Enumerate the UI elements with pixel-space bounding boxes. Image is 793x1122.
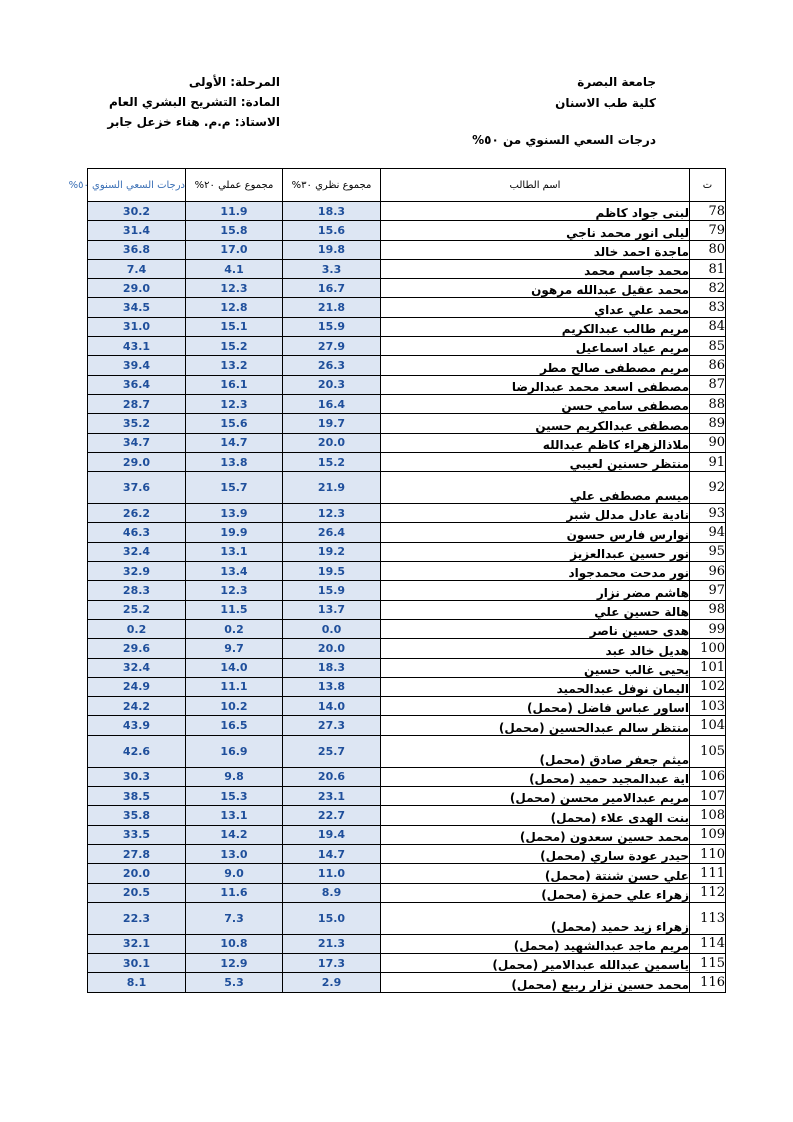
table-row bbox=[88, 787, 726, 806]
row-number: 116 bbox=[690, 973, 726, 992]
row-number: 97 bbox=[690, 581, 726, 600]
final-score: 22.3 bbox=[88, 902, 186, 934]
theory-score: 19.8 bbox=[283, 240, 381, 259]
theory-score: 19.4 bbox=[283, 825, 381, 844]
student-name: نوارس فارس حسون bbox=[381, 523, 690, 542]
student-name: محمد علي عداي bbox=[381, 298, 690, 317]
final-score: 43.9 bbox=[88, 716, 186, 735]
final-score: 35.8 bbox=[88, 806, 186, 825]
final-score: 24.9 bbox=[88, 677, 186, 696]
column-header-name: اسم الطالب bbox=[381, 169, 690, 202]
theory-score: 15.2 bbox=[283, 452, 381, 471]
row-number: 100 bbox=[690, 639, 726, 658]
theory-score: 19.7 bbox=[283, 414, 381, 433]
table-row bbox=[88, 600, 726, 619]
practical-score: 10.8 bbox=[186, 934, 283, 953]
theory-score: 2.9 bbox=[283, 973, 381, 992]
final-score: 29.6 bbox=[88, 639, 186, 658]
column-header-final: درجات السعي السنوي ٥٠% bbox=[88, 169, 186, 202]
student-name: مصطفى اسعد محمد عبدالرضا bbox=[381, 375, 690, 394]
practical-score: 9.0 bbox=[186, 864, 283, 883]
row-number: 113 bbox=[690, 902, 726, 934]
column-header-practical: مجموع عملي ٢٠% bbox=[186, 169, 283, 202]
student-name: هدى حسين ناصر bbox=[381, 619, 690, 638]
practical-score: 19.9 bbox=[186, 523, 283, 542]
practical-score: 15.6 bbox=[186, 414, 283, 433]
table-row bbox=[88, 735, 726, 767]
student-name: مريم مصطفى صالح مطر bbox=[381, 356, 690, 375]
student-name: يحيى غالب حسين bbox=[381, 658, 690, 677]
final-score: 25.2 bbox=[88, 600, 186, 619]
row-number: 93 bbox=[690, 504, 726, 523]
row-number: 102 bbox=[690, 677, 726, 696]
practical-score: 16.9 bbox=[186, 735, 283, 767]
row-number: 81 bbox=[690, 259, 726, 278]
practical-score: 14.7 bbox=[186, 433, 283, 452]
table-row bbox=[88, 954, 726, 973]
theory-score: 26.3 bbox=[283, 356, 381, 375]
row-number: 87 bbox=[690, 375, 726, 394]
table-row bbox=[88, 259, 726, 278]
final-score: 31.4 bbox=[88, 221, 186, 240]
theory-score: 15.9 bbox=[283, 317, 381, 336]
student-name: ميسم مصطفى علي bbox=[381, 472, 690, 504]
row-number: 83 bbox=[690, 298, 726, 317]
table-row bbox=[88, 202, 726, 221]
theory-score: 23.1 bbox=[283, 787, 381, 806]
theory-score: 19.5 bbox=[283, 562, 381, 581]
theory-score: 20.3 bbox=[283, 375, 381, 394]
theory-score: 18.3 bbox=[283, 658, 381, 677]
table-row bbox=[88, 279, 726, 298]
row-number: 95 bbox=[690, 542, 726, 561]
student-name: هديل خالد عبد bbox=[381, 639, 690, 658]
final-score: 29.0 bbox=[88, 279, 186, 298]
theory-score: 21.3 bbox=[283, 934, 381, 953]
practical-score: 15.3 bbox=[186, 787, 283, 806]
final-score: 29.0 bbox=[88, 452, 186, 471]
final-score: 28.7 bbox=[88, 394, 186, 413]
table-row bbox=[88, 414, 726, 433]
row-number: 94 bbox=[690, 523, 726, 542]
university-name: جامعة البصرة bbox=[577, 75, 656, 89]
final-score: 8.1 bbox=[88, 973, 186, 992]
theory-score: 8.9 bbox=[283, 883, 381, 902]
institution-header bbox=[555, 72, 656, 114]
table-row bbox=[88, 221, 726, 240]
table-header-row bbox=[88, 169, 726, 202]
student-name: منتظر سالم عبدالحسين (محمل) bbox=[381, 716, 690, 735]
student-name: مريم طالب عبدالكريم bbox=[381, 317, 690, 336]
final-score: 7.4 bbox=[88, 259, 186, 278]
table-row bbox=[88, 883, 726, 902]
practical-score: 9.7 bbox=[186, 639, 283, 658]
student-name: محمد عقيل عبدالله مرهون bbox=[381, 279, 690, 298]
table-row bbox=[88, 864, 726, 883]
final-score: 26.2 bbox=[88, 504, 186, 523]
final-score: 0.2 bbox=[88, 619, 186, 638]
student-name: مصطفى سامي حسن bbox=[381, 394, 690, 413]
student-name: محمد جاسم محمد bbox=[381, 259, 690, 278]
row-number: 79 bbox=[690, 221, 726, 240]
final-score: 20.0 bbox=[88, 864, 186, 883]
row-number: 92 bbox=[690, 472, 726, 504]
student-name: مريم عبدالامير محسن (محمل) bbox=[381, 787, 690, 806]
final-score: 31.0 bbox=[88, 317, 186, 336]
practical-score: 12.8 bbox=[186, 298, 283, 317]
final-score: 34.5 bbox=[88, 298, 186, 317]
final-score: 46.3 bbox=[88, 523, 186, 542]
final-score: 37.6 bbox=[88, 472, 186, 504]
theory-score: 22.7 bbox=[283, 806, 381, 825]
row-number: 107 bbox=[690, 787, 726, 806]
final-score: 30.3 bbox=[88, 767, 186, 786]
subject-label: المادة: التشريح البشري العام bbox=[109, 95, 280, 109]
row-number: 85 bbox=[690, 337, 726, 356]
table-row bbox=[88, 806, 726, 825]
theory-score: 11.0 bbox=[283, 864, 381, 883]
theory-score: 27.9 bbox=[283, 337, 381, 356]
row-number: 108 bbox=[690, 806, 726, 825]
practical-score: 16.5 bbox=[186, 716, 283, 735]
practical-score: 11.9 bbox=[186, 202, 283, 221]
practical-score: 9.8 bbox=[186, 767, 283, 786]
row-number: 80 bbox=[690, 240, 726, 259]
student-name: زهراء زيد حميد (محمل) bbox=[381, 902, 690, 934]
table-row bbox=[88, 581, 726, 600]
practical-score: 12.3 bbox=[186, 394, 283, 413]
theory-score: 25.7 bbox=[283, 735, 381, 767]
teacher-label: الاستاذ: م.م. هناء خزعل جابر bbox=[107, 115, 280, 129]
table-row bbox=[88, 825, 726, 844]
final-score: 32.9 bbox=[88, 562, 186, 581]
theory-score: 15.9 bbox=[283, 581, 381, 600]
final-score: 42.6 bbox=[88, 735, 186, 767]
student-name: مريم عياد اسماعيل bbox=[381, 337, 690, 356]
theory-score: 3.3 bbox=[283, 259, 381, 278]
table-row bbox=[88, 658, 726, 677]
theory-score: 20.6 bbox=[283, 767, 381, 786]
row-number: 96 bbox=[690, 562, 726, 581]
row-number: 98 bbox=[690, 600, 726, 619]
student-name: ياسمين عبدالله عبدالامير (محمل) bbox=[381, 954, 690, 973]
student-name: مريم ماجد عبدالشهيد (محمل) bbox=[381, 934, 690, 953]
row-number: 115 bbox=[690, 954, 726, 973]
practical-score: 11.1 bbox=[186, 677, 283, 696]
student-name: محمد حسين نزار ربيع (محمل) bbox=[381, 973, 690, 992]
table-row bbox=[88, 697, 726, 716]
column-header-number: ت bbox=[690, 169, 726, 202]
row-number: 99 bbox=[690, 619, 726, 638]
practical-score: 7.3 bbox=[186, 902, 283, 934]
student-name: منتظر حسنين لعيبي bbox=[381, 452, 690, 471]
theory-score: 14.0 bbox=[283, 697, 381, 716]
final-score: 38.5 bbox=[88, 787, 186, 806]
table-row bbox=[88, 934, 726, 953]
student-name: حيدر عودة ساري (محمل) bbox=[381, 844, 690, 863]
student-name: زهراء علي حمزة (محمل) bbox=[381, 883, 690, 902]
practical-score: 14.2 bbox=[186, 825, 283, 844]
student-name: علي حسن شنتة (محمل) bbox=[381, 864, 690, 883]
practical-score: 13.9 bbox=[186, 504, 283, 523]
theory-score: 0.0 bbox=[283, 619, 381, 638]
table-row bbox=[88, 677, 726, 696]
practical-score: 12.3 bbox=[186, 279, 283, 298]
theory-score: 13.7 bbox=[283, 600, 381, 619]
table-row bbox=[88, 716, 726, 735]
theory-score: 13.8 bbox=[283, 677, 381, 696]
student-name: هاشم مضر نزار bbox=[381, 581, 690, 600]
final-score: 32.1 bbox=[88, 934, 186, 953]
theory-score: 15.0 bbox=[283, 902, 381, 934]
row-number: 89 bbox=[690, 414, 726, 433]
final-score: 28.3 bbox=[88, 581, 186, 600]
practical-score: 13.1 bbox=[186, 806, 283, 825]
practical-score: 13.2 bbox=[186, 356, 283, 375]
row-number: 84 bbox=[690, 317, 726, 336]
row-number: 112 bbox=[690, 883, 726, 902]
student-name: محمد حسين سعدون (محمل) bbox=[381, 825, 690, 844]
table-row bbox=[88, 973, 726, 992]
theory-score: 18.3 bbox=[283, 202, 381, 221]
table-row bbox=[88, 902, 726, 934]
theory-score: 20.0 bbox=[283, 639, 381, 658]
table-row bbox=[88, 375, 726, 394]
practical-score: 15.2 bbox=[186, 337, 283, 356]
final-score: 33.5 bbox=[88, 825, 186, 844]
final-score: 36.4 bbox=[88, 375, 186, 394]
theory-score: 16.4 bbox=[283, 394, 381, 413]
theory-score: 15.6 bbox=[283, 221, 381, 240]
final-score: 43.1 bbox=[88, 337, 186, 356]
student-name: هالة حسين علي bbox=[381, 600, 690, 619]
practical-score: 10.2 bbox=[186, 697, 283, 716]
table-row bbox=[88, 356, 726, 375]
row-number: 88 bbox=[690, 394, 726, 413]
row-number: 106 bbox=[690, 767, 726, 786]
row-number: 110 bbox=[690, 844, 726, 863]
table-row bbox=[88, 337, 726, 356]
table-row bbox=[88, 433, 726, 452]
table-row bbox=[88, 504, 726, 523]
practical-score: 15.8 bbox=[186, 221, 283, 240]
practical-score: 12.9 bbox=[186, 954, 283, 973]
theory-score: 27.3 bbox=[283, 716, 381, 735]
student-name: ملاذالزهراء كاظم عبدالله bbox=[381, 433, 690, 452]
theory-score: 26.4 bbox=[283, 523, 381, 542]
row-number: 104 bbox=[690, 716, 726, 735]
grades-table bbox=[68, 168, 726, 993]
row-number: 82 bbox=[690, 279, 726, 298]
practical-score: 13.1 bbox=[186, 542, 283, 561]
table-row bbox=[88, 523, 726, 542]
row-number: 103 bbox=[690, 697, 726, 716]
student-name: اساور عباس فاضل (محمل) bbox=[381, 697, 690, 716]
row-number: 101 bbox=[690, 658, 726, 677]
table-row bbox=[88, 394, 726, 413]
table-row bbox=[88, 619, 726, 638]
student-name: نور حسين عبدالعزيز bbox=[381, 542, 690, 561]
final-score: 30.2 bbox=[88, 202, 186, 221]
final-score: 34.7 bbox=[88, 433, 186, 452]
final-score: 27.8 bbox=[88, 844, 186, 863]
theory-score: 16.7 bbox=[283, 279, 381, 298]
row-number: 105 bbox=[690, 735, 726, 767]
table-row bbox=[88, 844, 726, 863]
theory-score: 17.3 bbox=[283, 954, 381, 973]
table-row bbox=[88, 452, 726, 471]
table-row bbox=[88, 298, 726, 317]
row-number: 91 bbox=[690, 452, 726, 471]
college-name: كلية طب الاسنان bbox=[555, 96, 656, 110]
table-body bbox=[88, 202, 726, 993]
practical-score: 13.0 bbox=[186, 844, 283, 863]
practical-score: 16.1 bbox=[186, 375, 283, 394]
student-name: ماجدة احمد خالد bbox=[381, 240, 690, 259]
final-score: 32.4 bbox=[88, 658, 186, 677]
practical-score: 17.0 bbox=[186, 240, 283, 259]
practical-score: 0.2 bbox=[186, 619, 283, 638]
practical-score: 4.1 bbox=[186, 259, 283, 278]
table-row bbox=[88, 639, 726, 658]
theory-score: 12.3 bbox=[283, 504, 381, 523]
student-name: نادية عادل مدلل شبر bbox=[381, 504, 690, 523]
row-number: 90 bbox=[690, 433, 726, 452]
theory-score: 21.9 bbox=[283, 472, 381, 504]
stage-label: المرحلة: الأولى bbox=[188, 75, 280, 89]
theory-score: 21.8 bbox=[283, 298, 381, 317]
student-name: ليلى انور محمد ناجي bbox=[381, 221, 690, 240]
practical-score: 5.3 bbox=[186, 973, 283, 992]
practical-score: 12.3 bbox=[186, 581, 283, 600]
student-name: بنت الهدى علاء (محمل) bbox=[381, 806, 690, 825]
student-name: اية عبدالمجيد حميد (محمل) bbox=[381, 767, 690, 786]
final-score: 36.8 bbox=[88, 240, 186, 259]
course-header bbox=[107, 72, 280, 132]
final-score: 32.4 bbox=[88, 542, 186, 561]
document-subtitle: درجات السعي السنوي من ٥٠% bbox=[472, 133, 656, 147]
row-number: 78 bbox=[690, 202, 726, 221]
final-score: 24.2 bbox=[88, 697, 186, 716]
row-number: 111 bbox=[690, 864, 726, 883]
table-row bbox=[88, 562, 726, 581]
student-name: لبنى جواد كاظم bbox=[381, 202, 690, 221]
practical-score: 13.8 bbox=[186, 452, 283, 471]
table-row bbox=[88, 767, 726, 786]
row-number: 86 bbox=[690, 356, 726, 375]
theory-score: 20.0 bbox=[283, 433, 381, 452]
student-name: نور مدحت محمدجواد bbox=[381, 562, 690, 581]
practical-score: 14.0 bbox=[186, 658, 283, 677]
theory-score: 14.7 bbox=[283, 844, 381, 863]
table-row bbox=[88, 472, 726, 504]
table-row bbox=[88, 317, 726, 336]
practical-score: 15.7 bbox=[186, 472, 283, 504]
final-score: 20.5 bbox=[88, 883, 186, 902]
student-name: مصطفى عبدالكريم حسين bbox=[381, 414, 690, 433]
row-number: 109 bbox=[690, 825, 726, 844]
theory-score: 19.2 bbox=[283, 542, 381, 561]
student-name: اليمان نوفل عبدالحميد bbox=[381, 677, 690, 696]
table-row bbox=[88, 240, 726, 259]
final-score: 39.4 bbox=[88, 356, 186, 375]
final-score: 30.1 bbox=[88, 954, 186, 973]
table-row bbox=[88, 542, 726, 561]
column-header-theory: مجموع نظري ٣٠% bbox=[283, 169, 381, 202]
practical-score: 15.1 bbox=[186, 317, 283, 336]
practical-score: 11.5 bbox=[186, 600, 283, 619]
practical-score: 11.6 bbox=[186, 883, 283, 902]
student-name: ميثم جعفر صادق (محمل) bbox=[381, 735, 690, 767]
final-score: 35.2 bbox=[88, 414, 186, 433]
row-number: 114 bbox=[690, 934, 726, 953]
practical-score: 13.4 bbox=[186, 562, 283, 581]
